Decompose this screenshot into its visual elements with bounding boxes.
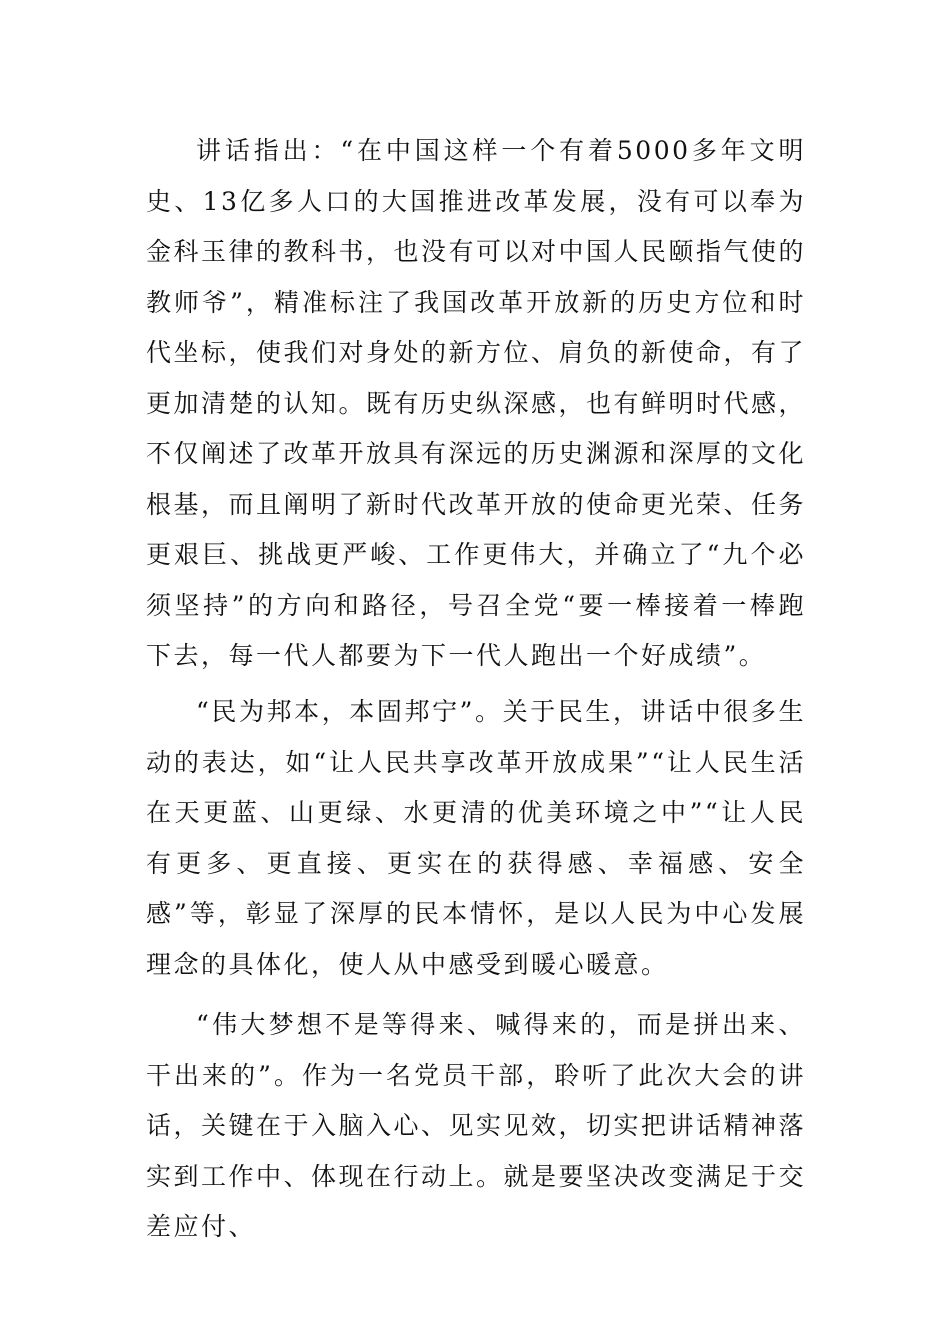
paragraph-3: “伟大梦想不是等得来、喊得来的，而是拼出来、干出来的”。作为一名党员干部，聆听了此次大会的讲话，关键在于入脑入心、见实见效，切实把讲话精神落实到工作中、体现在行动上。就是要坚决改变满足于交差应付、 [146,1010,807,1241]
paragraph-2: “民为邦本，本固邦宁”。关于民生，讲话中很多生动的表达，如“让人民共享改革开放成果”“让人民生活在天更蓝、山更绿、水更清的优美环境之中”“让人民有更多、更直接、更实在的获得感、幸福感、安全感”等，彰显了深厚的民本情怀，是以人民为中心发展理念的具体化，使人从中感受到暖心暖意。 [146,697,806,979]
paragraph-1: 讲话指出：“在中国这样一个有着5000多年文明史、13亿多人口的大国推进改革发展，没有可以奉为金科玉律的教科书，也没有可以对中国人民颐指气使的教师爷”，精准标注了我国改革开放新的历史方位和时代坐标，使我们对身处的新方位、肩负的新使命，有了更加清楚的认知。既有历史纵深感，也有鲜明时代感，不仅阐述了改革开放具有深远的历史渊源和深厚的文化根基，而且阐明了新时代改革开放的使命更光荣、任务更艰巨、挑战更严峻、工作更伟大，并确立了“九个必须坚持”的方向和路径，号召全党“要一棒接着一棒跑下去，每一代人都要为下一代人跑出一个好成绩”。 [146,136,807,670]
